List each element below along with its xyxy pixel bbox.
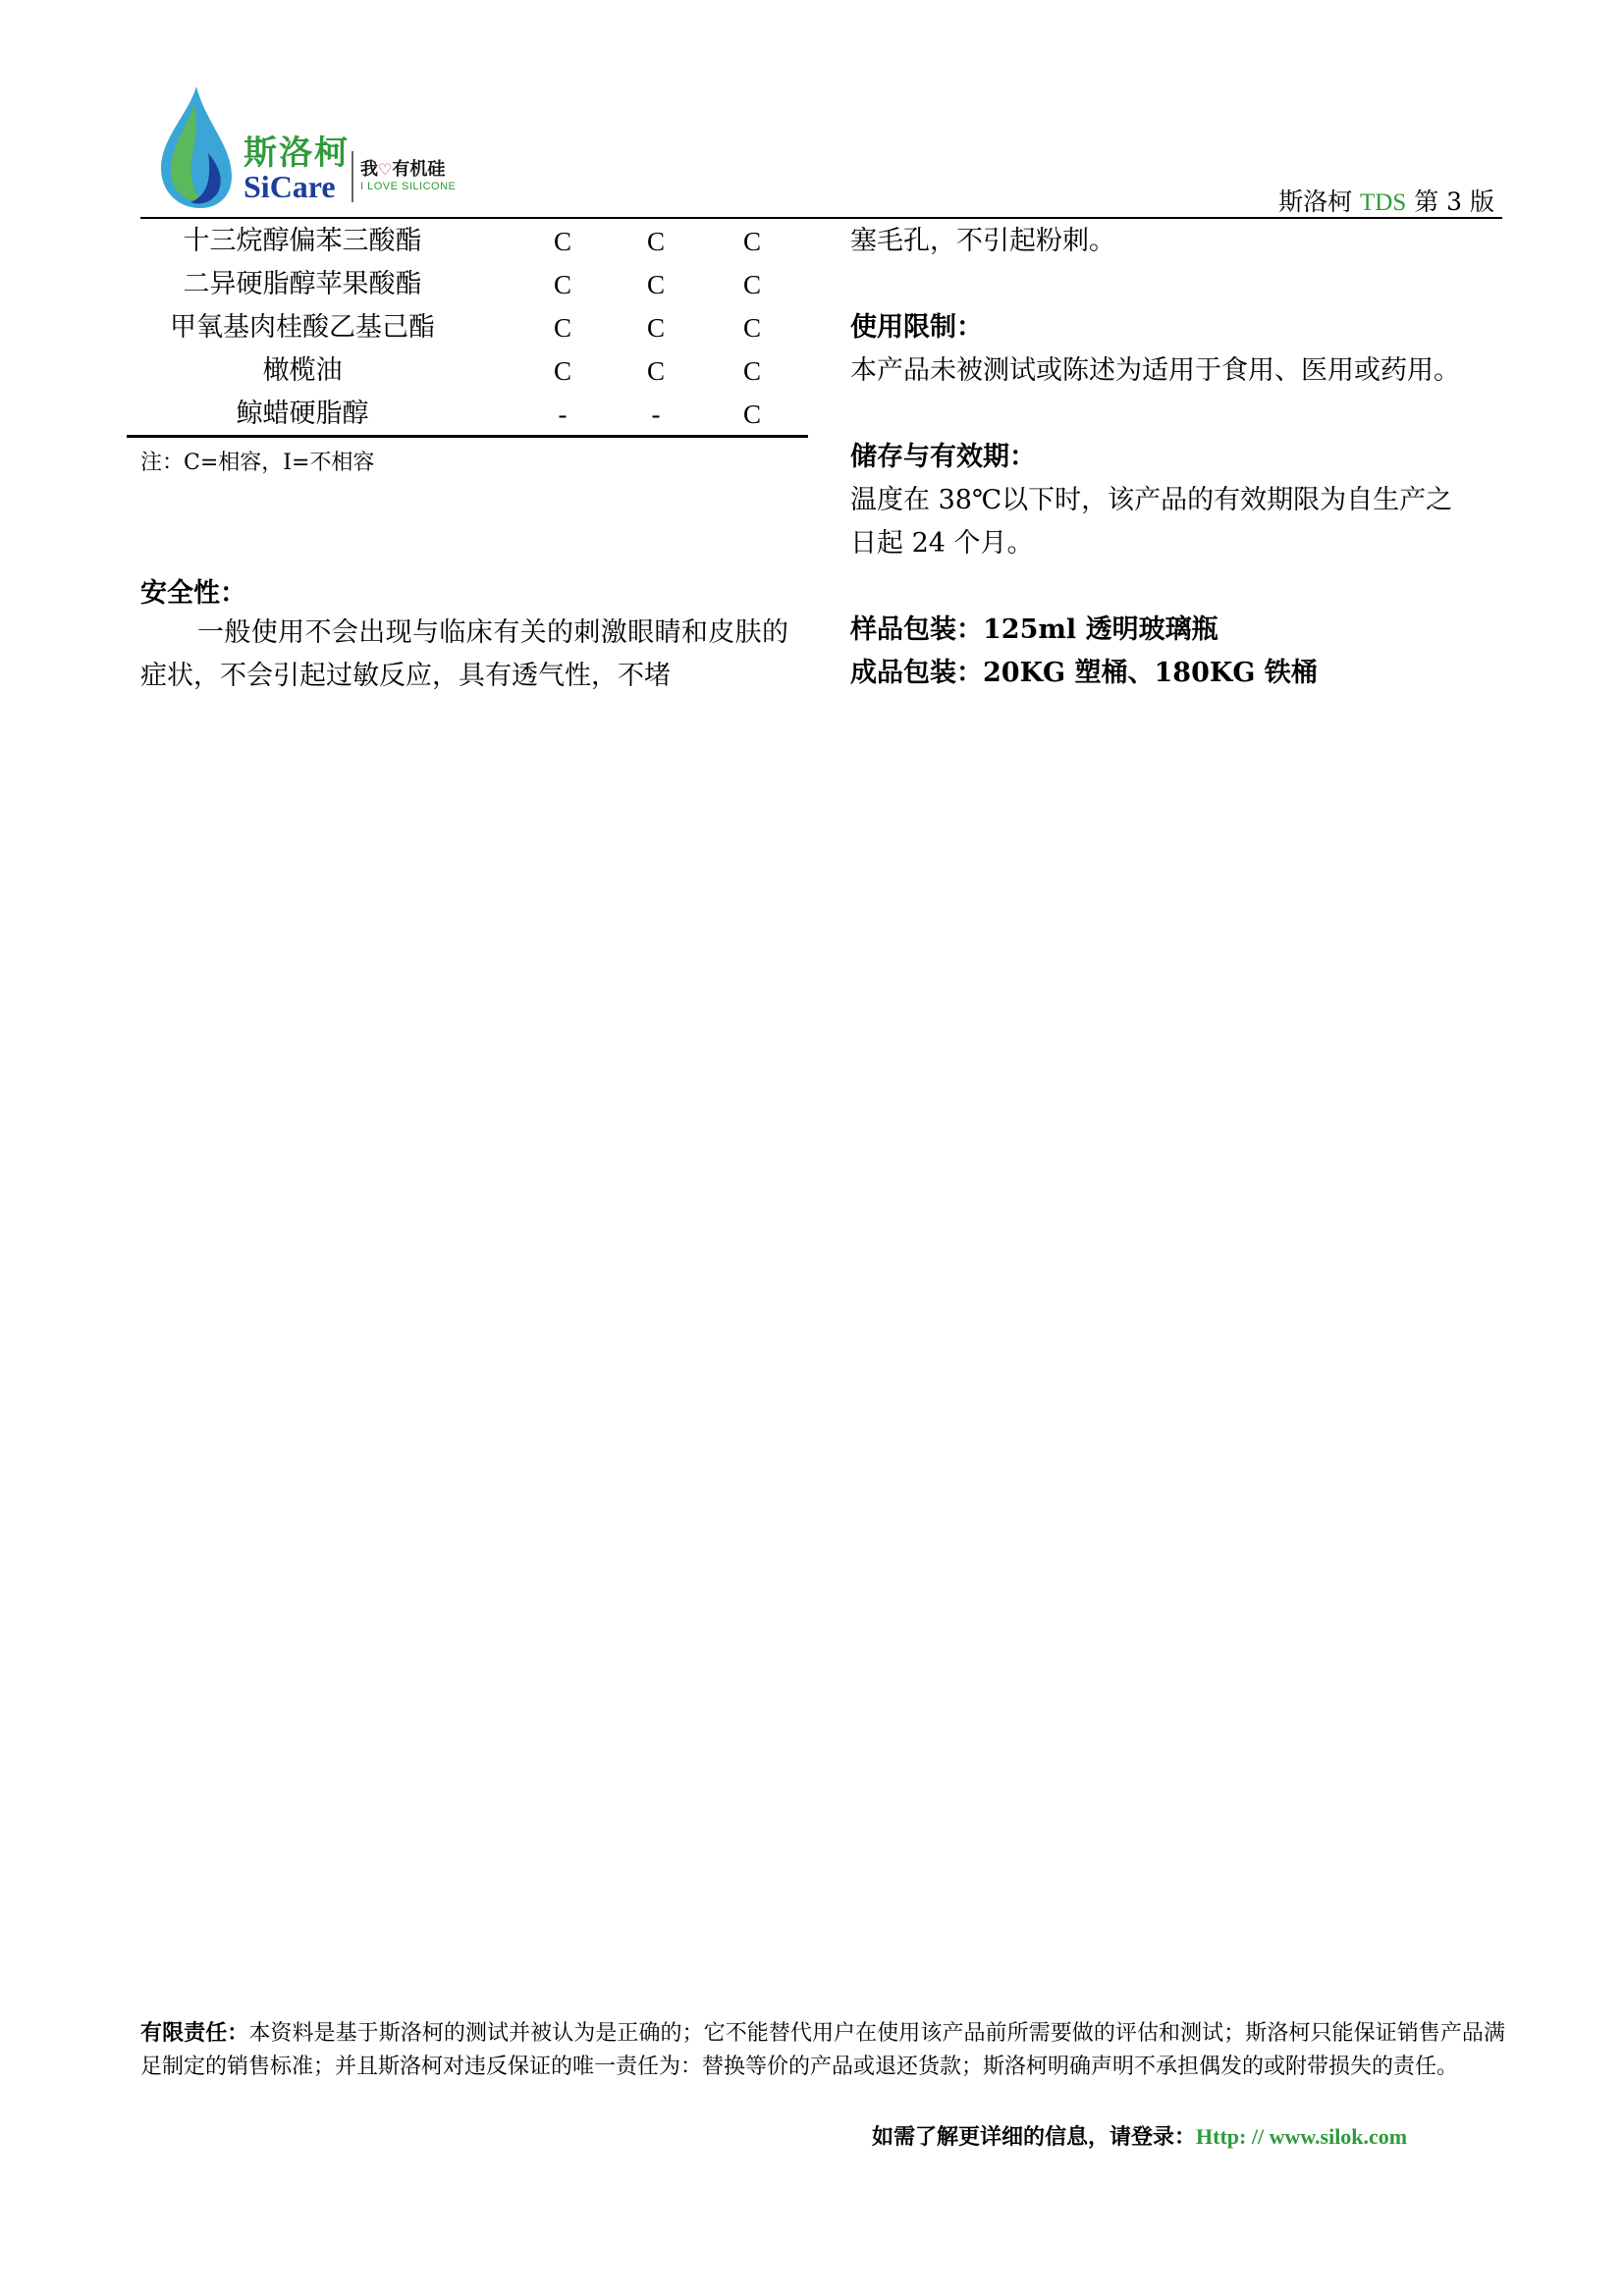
ingredient-name: 甲氧基肉桂酸乙基己酯 — [170, 312, 435, 343]
sicare-logo — [149, 84, 473, 212]
header-divider — [140, 217, 1502, 219]
compat-cell: C — [646, 270, 665, 299]
compatibility-table — [140, 220, 808, 436]
usage-limit-heading: 使用限制： — [850, 312, 983, 343]
doc-type: TDS — [1360, 189, 1407, 216]
table-row — [140, 263, 808, 306]
ingredient-name: 鲸蜡硬脂醇 — [236, 399, 369, 429]
table-row — [140, 393, 808, 436]
safety-continuation: 塞毛孔，不引起粉刺。 — [850, 226, 1115, 256]
ingredient-name: 十三烷醇偏苯三酸酯 — [183, 226, 422, 256]
disclaimer-label: 有限责任： — [140, 2021, 249, 2046]
safety-heading: 安全性： — [140, 578, 246, 609]
right-column — [850, 220, 1508, 695]
slogan-part-2: 有机硅 — [392, 159, 446, 180]
logo-slogan-english: I LOVE SILICONE — [360, 181, 457, 192]
spacer — [850, 565, 1508, 609]
compat-cell: C — [646, 313, 665, 343]
compat-cell: C — [553, 270, 571, 299]
doc-brand: 斯洛柯 — [1278, 187, 1361, 216]
table-row — [140, 306, 808, 349]
compat-cell: - — [651, 400, 661, 429]
logo-chinese-name: 斯洛柯 — [244, 133, 350, 173]
contact-line — [872, 2120, 1407, 2151]
compat-cell: C — [553, 313, 571, 343]
compat-cell: C — [742, 313, 761, 343]
table-row — [140, 349, 808, 393]
product-packaging: 成品包装：20KG 塑桶、180KG 铁桶 — [850, 658, 1318, 688]
ingredient-name: 二异硬脂醇苹果酸酯 — [183, 269, 422, 299]
document-version — [1278, 183, 1494, 218]
contact-label: 如需了解更详细的信息，请登录： — [872, 2124, 1197, 2150]
slogan-part-1: 我 — [360, 159, 378, 180]
liability-disclaimer — [140, 2017, 1505, 2084]
usage-limit-text: 本产品未被测试或陈述为适用于食用、医用或药用。 — [850, 355, 1460, 386]
compat-cell: C — [646, 227, 665, 256]
logo-divider — [352, 151, 353, 202]
compat-cell: C — [553, 227, 571, 256]
water-drop-logo-icon — [149, 84, 238, 212]
compat-cell: C — [742, 227, 761, 256]
safety-text: 一般使用不会出现与临床有关的刺激眼睛和皮肤的症状，不会引起过敏反应，具有透气性，不堵 — [140, 617, 788, 691]
compat-cell: C — [742, 356, 761, 386]
ingredient-name: 橄榄油 — [262, 355, 343, 386]
logo-english-name: SiCare — [244, 169, 336, 204]
logo-slogan — [360, 155, 445, 181]
compat-cell: C — [742, 270, 761, 299]
sample-packaging: 样品包装：125ml 透明玻璃瓶 — [850, 614, 1218, 645]
table-note: 注：C=相容，I=不相容 — [140, 451, 375, 475]
heart-icon: ♡ — [378, 160, 393, 179]
compat-cell: C — [646, 356, 665, 386]
compat-cell: - — [558, 400, 568, 429]
table-row — [140, 220, 808, 263]
spacer — [850, 393, 1508, 436]
storage-text-line-2: 日起 24 个月。 — [850, 528, 1034, 559]
website-link[interactable]: Http: // www.silok.com — [1196, 2124, 1408, 2149]
table-bottom-rule — [127, 435, 808, 438]
doc-edition: 第 3 版 — [1406, 187, 1494, 216]
storage-heading: 储存与有效期： — [850, 442, 1036, 472]
compat-cell: C — [742, 400, 761, 429]
storage-text-line-1: 温度在 38℃以下时，该产品的有效期限为自生产之 — [850, 485, 1453, 515]
spacer — [850, 263, 1508, 306]
disclaimer-text: 本资料是基于斯洛柯的测试并被认为是正确的；它不能替代用户在使用该产品前所需要做的评估和测试；斯洛柯只能保证销售产品满足制定的销售标准；并且斯洛柯对违反保证的唯一责任为：替换等价的产品或退还货款；斯洛柯明确声明不承担偶发的或附带损失的责任。 — [140, 2021, 1505, 2079]
compat-cell: C — [553, 356, 571, 386]
